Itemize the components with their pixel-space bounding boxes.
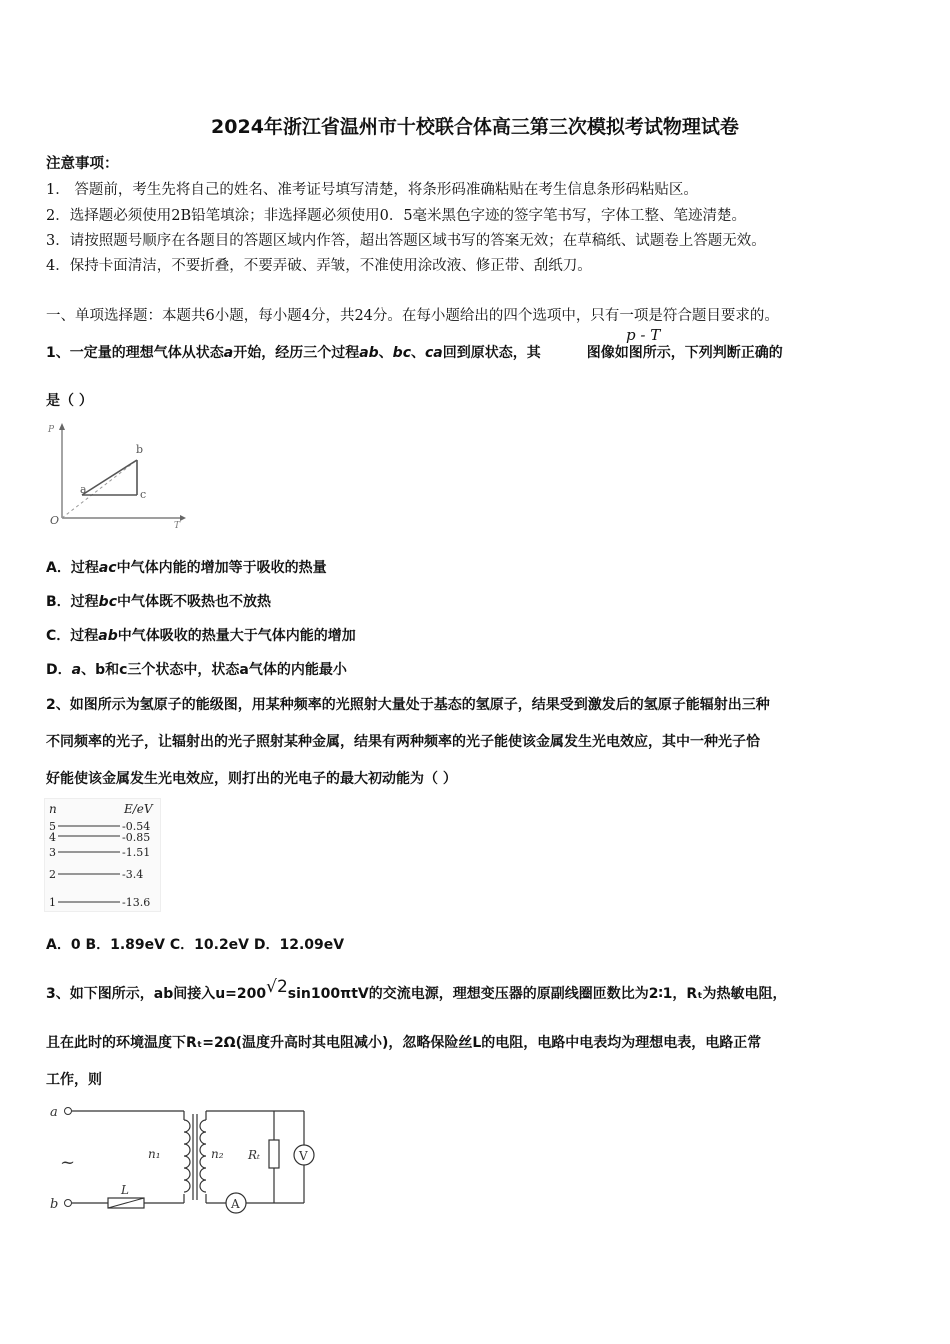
question-1-answer-paren: 是（ ） (46, 393, 93, 409)
question-3-stem-line: 工作，则 (46, 1072, 102, 1088)
level-n: 5 (49, 820, 56, 833)
notice-heading: 注意事项： (46, 155, 119, 172)
point-a-label: a (80, 483, 87, 496)
option-d: D．a、b和c三个状态中，状态a气体的内能最小 (46, 662, 347, 678)
question-1-stem: 1、一定量的理想气体从状态a开始，经历三个过程ab、bc、ca回到原状态，其 图像如图所示，下列判断正确的 (46, 345, 783, 361)
n1-label: n₁ (148, 1147, 161, 1161)
level-energy: -3.4 (122, 868, 144, 881)
notice-item: 1． 答题前，考生先将自己的姓名、准考证号填写清楚，将条形码准确粘贴在考生信息条形码粘贴区。 (46, 182, 698, 198)
primary-coil (184, 1120, 190, 1192)
section-heading: 一、单项选择题：本题共6小题，每小题4分，共24分。在每小题给出的四个选项中，只有一项是符合题目要求的。 (46, 308, 779, 324)
e-header: E/eV (124, 802, 153, 816)
point-c-label: c (140, 488, 147, 501)
question-2-stem-line: 2、如图所示为氢原子的能级图，用某种频率的光照射大量处于基态的氢原子，结果受到激发后的氢原子能辐射出三种 (46, 697, 770, 713)
level-n: 2 (49, 868, 56, 881)
process-ab (82, 460, 137, 495)
option-b: B．过程bc中气体既不吸热也不放热 (46, 594, 271, 610)
energy-level-diagram (44, 798, 162, 913)
question-3-stem-line: 3、如下图所示，ab间接入u=200√2sin100πtV的交流电源，理想变压器的原副线圈匝数比为2∶1，Rₜ为热敏电阻， (46, 977, 787, 1002)
y-axis-arrow-icon (59, 423, 65, 430)
notice-item: 3．请按照题号顺序在各题目的答题区域内作答，超出答题区域书写的答案无效；在草稿纸、试题卷上答题无效。 (46, 233, 766, 249)
question-2-stem-line: 不同频率的光子，让辐射出的光子照射某种金属，结果有两种频率的光子能使该金属发生光电效应，其中一种光子恰 (46, 734, 760, 750)
level-energy: -13.6 (122, 896, 151, 909)
x-axis-arrow-icon (180, 515, 186, 521)
y-axis-label: P (48, 425, 55, 435)
question-2-options: A．0 B．1.89eV C．10.2eV D．12.09eV (46, 937, 345, 953)
ac-source-symbol: ~ (60, 1152, 76, 1173)
pt-label: p - T (626, 326, 661, 344)
notice-item: 4．保持卡面清洁，不要折叠，不要弄破、弄皱，不准使用涂改液、修正带、刮纸刀。 (46, 258, 592, 274)
secondary-coil (200, 1120, 206, 1192)
page-title: 2024年浙江省温州市十校联合体高三第三次模拟考试物理试卷 (211, 116, 739, 138)
x-axis-label: T (174, 521, 181, 531)
question-3-stem-line: 且在此时的环境温度下Rₜ=2Ω(温度升高时其电阻减小)，忽略保险丝L的电阻，电路中电表均为理想电表，电路正常 (46, 1035, 762, 1051)
thermistor-label: Rₜ (248, 1148, 260, 1162)
circuit-diagram (46, 1098, 331, 1220)
point-b-label: b (136, 443, 144, 456)
option-a: A．过程ac中气体内能的增加等于吸收的热量 (46, 560, 327, 576)
option-c: C．过程ab中气体吸收的热量大于气体内能的增加 (46, 628, 356, 644)
terminal-a (65, 1108, 72, 1115)
question-2-stem-line: 好能使该金属发生光电效应，则打出的光电子的最大初动能为（ ） (46, 771, 457, 787)
terminal-a-label: a (50, 1105, 58, 1120)
level-n: 1 (49, 896, 56, 909)
n2-label: n₂ (211, 1147, 224, 1161)
origin-label: O (50, 514, 60, 527)
level-energy: -1.51 (122, 846, 151, 859)
fuse-wire (108, 1198, 144, 1208)
voltmeter-label: V (299, 1149, 308, 1163)
terminal-b (65, 1200, 72, 1207)
pt-graph (40, 418, 190, 533)
terminal-b-label: b (50, 1197, 59, 1212)
thermistor (269, 1140, 279, 1168)
level-n: 3 (49, 846, 56, 859)
fuse-label: L (121, 1183, 129, 1197)
notice-item: 2．选择题必须使用2B铅笔填涂；非选择题必须使用0．5毫米黑色字迹的签字笔书写，字体工整、笔迹清楚。 (46, 208, 747, 224)
ammeter-label: A (231, 1197, 240, 1211)
level-energy: -0.54 (122, 820, 151, 833)
level-n: 4 (49, 831, 56, 844)
level-energy: -0.85 (122, 831, 151, 844)
guide-line (62, 460, 137, 518)
n-header: n (49, 802, 57, 816)
